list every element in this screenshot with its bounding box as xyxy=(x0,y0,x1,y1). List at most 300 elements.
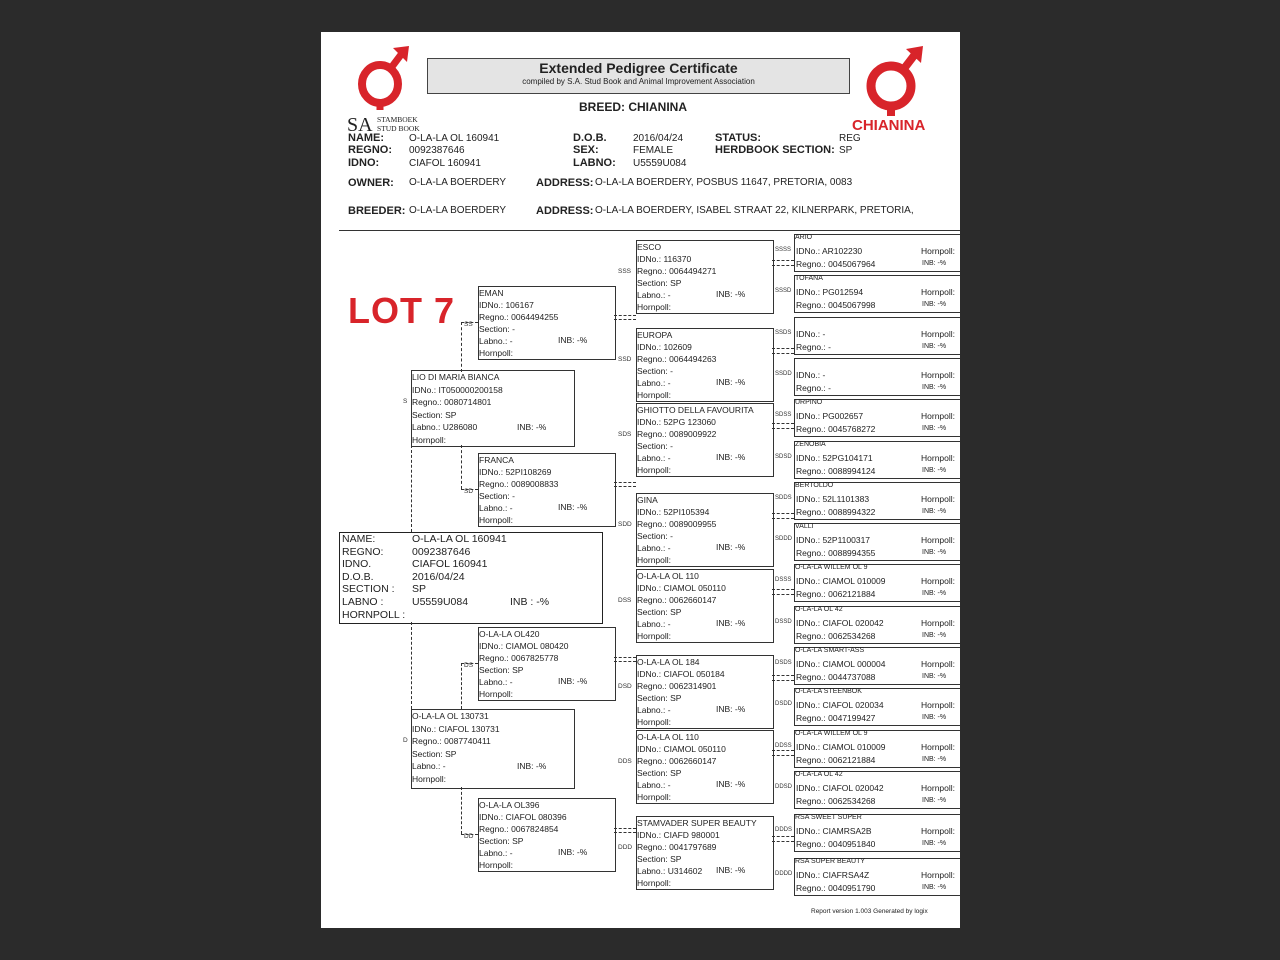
gen4-box xyxy=(794,399,960,437)
gen3-hornpoll: Hornpoll: xyxy=(637,631,672,641)
owner-value: O-LA-LA BOERDERY xyxy=(409,177,507,188)
gen4-regno: Regno.: 0040951790 xyxy=(796,883,876,893)
owner-address-value: O-LA-LA BOERDERY, POSBUS 11647, PRETORIA, 0083 xyxy=(595,177,853,188)
gen4-hornpoll: Hornpoll: xyxy=(921,783,956,793)
gen3-idno: IDNo.: 52PG 123060 xyxy=(637,417,716,427)
gen4-inb: INB: -% xyxy=(922,884,947,891)
pos-label: SDDD xyxy=(775,536,793,542)
subject-value: SP xyxy=(412,583,427,596)
gen4-idno: IDNo.: CIAMRSA2B xyxy=(796,826,872,836)
gen2-section: Section: SP xyxy=(479,665,524,675)
gen3-box xyxy=(636,328,774,402)
pos-label: SDS xyxy=(618,431,632,438)
connector-line xyxy=(461,489,478,490)
dob-value: 2016/04/24 xyxy=(633,133,684,144)
pos-label: SDSS xyxy=(775,412,792,418)
gen4-idno: IDNo.: AR102230 xyxy=(796,246,863,256)
gen4-regno: Regno.: 0062121884 xyxy=(796,755,876,765)
gen2-inb: INB: -% xyxy=(558,847,588,857)
idno-label: IDNO: xyxy=(348,157,380,169)
gen3-box xyxy=(636,730,774,804)
gen3-idno: IDNo.: CIAMOL 050110 xyxy=(637,744,726,754)
gen4-box xyxy=(794,858,960,896)
gen4-box xyxy=(794,358,960,396)
subject-key: LABNO : xyxy=(342,596,384,608)
pos-label: SSS xyxy=(618,268,632,275)
sire-name: LIO DI MARIA BIANCA xyxy=(412,372,500,382)
connector-line xyxy=(772,423,794,424)
dam-section: Section: SP xyxy=(412,748,457,759)
gen3-regno: Regno.: 0064494263 xyxy=(637,354,717,364)
gen3-name: GHIOTTO DELLA FAVOURITA xyxy=(637,405,754,415)
gen3-hornpoll: Hornpoll: xyxy=(637,878,672,888)
connector-line xyxy=(461,834,478,835)
idno-value: CIAFOL 160941 xyxy=(409,158,481,169)
gen2-labno: Labno.: - xyxy=(479,848,513,858)
connector-line xyxy=(461,663,478,664)
gen4-idno: IDNo.: CIAFOL 020042 xyxy=(796,783,884,793)
gen4-box xyxy=(794,647,960,685)
gen4-name: TOFANA xyxy=(795,275,823,282)
gen3-section: Section: SP xyxy=(637,278,682,288)
pos-label: SDD xyxy=(618,521,632,528)
gen4-box xyxy=(794,564,960,602)
gen3-labno: Labno.: U314602 xyxy=(637,866,703,876)
gen4-name: O-LA-LA WILLEM OL 9 xyxy=(795,564,868,571)
connector-line xyxy=(772,348,794,349)
gen4-inb: INB: -% xyxy=(922,673,947,680)
gen2-inb: INB: -% xyxy=(558,676,588,686)
subject-value: U5559U084 xyxy=(412,596,469,608)
gen4-box xyxy=(794,606,960,644)
gen2-labno: Labno.: - xyxy=(479,677,513,687)
subject-key: IDNO. xyxy=(342,558,372,571)
gen3-labno: Labno.: - xyxy=(637,453,671,463)
breeder-address-value: O-LA-LA BOERDERY, ISABEL STRAAT 22, KILNERPARK, PRETORIA, xyxy=(595,205,914,216)
gen3-name: O-LA-LA OL 110 xyxy=(637,732,699,742)
gen3-regno: Regno.: 0062660147 xyxy=(637,756,717,766)
subject-inb: INB : -% xyxy=(510,596,550,608)
gen4-idno: IDNo.: 52L1101383 xyxy=(796,494,870,504)
pos-label: DSSS xyxy=(775,577,792,583)
gen4-hornpoll: Hornpoll: xyxy=(921,494,956,504)
pos-label: DSSD xyxy=(775,619,792,625)
gen3-labno: Labno.: - xyxy=(637,780,671,790)
gen3-regno: Regno.: 0062660147 xyxy=(637,595,717,605)
breeder-address-label: ADDRESS: xyxy=(536,205,594,217)
gen3-regno: Regno.: 0064494271 xyxy=(637,266,717,276)
gen2-idno: IDNo.: CIAMOL 080420 xyxy=(479,641,569,651)
dam-labno: Labno.: - xyxy=(412,761,446,771)
sire-section: Section: SP xyxy=(412,409,457,420)
gen3-inb: INB: -% xyxy=(716,865,746,875)
pos-label: D xyxy=(403,737,408,744)
gen4-hornpoll: Hornpoll: xyxy=(921,870,956,880)
gen3-hornpoll: Hornpoll: xyxy=(637,390,672,400)
gen4-name: O-LA-LA WILLEM OL 9 xyxy=(795,730,868,737)
gen3-name: O-LA-LA OL 110 xyxy=(637,571,699,581)
dam-name: O-LA-LA OL 130731 xyxy=(412,711,489,721)
gen3-name: STAMVADER SUPER BEAUTY xyxy=(637,818,757,828)
gen3-inb: INB: -% xyxy=(716,452,746,462)
gen4-idno: IDNo.: CIAFRSA4Z xyxy=(796,870,870,880)
gen4-box xyxy=(794,234,960,272)
connector-line xyxy=(461,322,462,372)
gen3-labno: Labno.: - xyxy=(637,290,671,300)
gen3-name: O-LA-LA OL 184 xyxy=(637,657,700,667)
connector-line xyxy=(461,663,462,709)
gen4-inb: INB: -% xyxy=(922,549,947,556)
connector-line xyxy=(411,622,412,709)
labno-value: U5559U084 xyxy=(633,158,687,169)
gen4-box xyxy=(794,730,960,768)
gen2-hornpoll: Hornpoll: xyxy=(479,860,514,870)
gen3-section: Section: - xyxy=(637,531,673,541)
connector-line xyxy=(772,265,794,266)
connector-line xyxy=(772,680,794,681)
connector-line xyxy=(772,755,794,756)
gen4-inb: INB: -% xyxy=(922,714,947,721)
sire-regno: Regno.: 0080714801 xyxy=(412,397,492,407)
gen4-box xyxy=(794,482,960,520)
gen3-idno: IDNo.: CIAMOL 050110 xyxy=(637,583,726,593)
gen3-section: Section: - xyxy=(637,366,673,376)
gen4-hornpoll: Hornpoll: xyxy=(921,287,956,297)
gen4-inb: INB: -% xyxy=(922,260,947,267)
gen2-name: O-LA-LA OL396 xyxy=(479,800,540,810)
pos-label: DSS xyxy=(618,597,632,604)
gen3-regno: Regno.: 0089009922 xyxy=(637,429,717,439)
labno-label: LABNO: xyxy=(573,157,616,169)
connector-line xyxy=(772,675,794,676)
gen4-regno: Regno.: 0045768272 xyxy=(796,424,876,434)
pos-label: DDS xyxy=(618,758,632,765)
gen3-box xyxy=(636,569,774,643)
chianina-logo xyxy=(863,46,925,116)
gen4-idno: IDNo.: CIAMOL 000004 xyxy=(796,659,886,669)
owner-address-label: ADDRESS: xyxy=(536,177,594,189)
gen4-name: BERTOLDO xyxy=(795,482,834,489)
pos-label: SD xyxy=(464,488,474,495)
gen4-name: RSA SUPER BEAUTY xyxy=(795,858,866,865)
gen4-regno: Regno.: 0045067964 xyxy=(796,259,876,269)
gen2-section: Section: - xyxy=(479,491,515,501)
pos-label: SSDS xyxy=(775,330,792,336)
gen2-regno: Regno.: 0067825778 xyxy=(479,653,559,663)
subject-box xyxy=(339,532,603,624)
gen4-inb: INB: -% xyxy=(922,343,947,350)
owner-label: OWNER: xyxy=(348,177,394,189)
pos-label: SDSD xyxy=(775,454,792,460)
connector-line xyxy=(461,787,462,834)
gen4-idno: IDNo.: PG012594 xyxy=(796,287,864,297)
gen4-idno: IDNo.: - xyxy=(796,370,826,380)
certificate-title: Extended Pedigree Certificate xyxy=(539,60,738,76)
connector-line xyxy=(614,319,636,320)
certificate-subtitle: compiled by S.A. Stud Book and Animal Improvement Association xyxy=(522,77,755,86)
name-label: NAME: xyxy=(348,132,385,144)
subject-value: O-LA-LA OL 160941 xyxy=(412,533,507,545)
gen4-name: O-LA-LA OL 42 xyxy=(795,606,843,613)
gen3-section: Section: SP xyxy=(637,768,682,778)
gen4-idno: IDNo.: CIAMOL 010009 xyxy=(796,576,886,586)
gen3-idno: IDNo.: 52PI105394 xyxy=(637,507,710,517)
subject-key: NAME: xyxy=(342,533,376,545)
gen4-hornpoll: Hornpoll: xyxy=(921,700,956,710)
pos-label: SSD xyxy=(618,356,632,363)
gen3-inb: INB: -% xyxy=(716,542,746,552)
gen4-regno: Regno.: 0088994355 xyxy=(796,548,876,558)
gen4-name: O-LA-LA STEENBOK xyxy=(795,688,862,695)
gen3-hornpoll: Hornpoll: xyxy=(637,792,672,802)
gen4-hornpoll: Hornpoll: xyxy=(921,329,956,339)
sa-logo-small2: STUD BOOK xyxy=(377,124,420,133)
gen3-labno: Labno.: - xyxy=(637,619,671,629)
pos-label: DDSD xyxy=(775,784,793,790)
gen3-name: ESCO xyxy=(637,242,662,252)
pos-label: DDD xyxy=(618,844,633,851)
subject-value: 2016/04/24 xyxy=(412,570,465,583)
gen3-name: GINA xyxy=(637,495,658,505)
gen3-box xyxy=(636,403,774,477)
connector-line xyxy=(772,518,794,519)
gen4-name: RSA SWEET SUPER xyxy=(795,814,862,821)
connector-line xyxy=(411,445,412,532)
gen4-idno: IDNo.: CIAFOL 020034 xyxy=(796,700,884,710)
gen4-idno: IDNo.: - xyxy=(796,329,826,339)
gen3-box xyxy=(636,493,774,567)
gen3-name: EUROPA xyxy=(637,330,673,340)
gen3-box xyxy=(636,816,774,890)
gen3-section: Section: SP xyxy=(637,693,682,703)
sex-label: SEX: xyxy=(573,144,599,156)
connector-line xyxy=(614,832,636,833)
gen3-regno: Regno.: 0062314901 xyxy=(637,681,717,691)
gen2-inb: INB: -% xyxy=(558,502,588,512)
sa-studbook-logo xyxy=(355,46,411,110)
gen2-name: O-LA-LA OL420 xyxy=(479,629,540,639)
connector-line xyxy=(614,315,636,316)
gen3-inb: INB: -% xyxy=(716,289,746,299)
connector-line xyxy=(772,513,794,514)
gen4-name: VALLI xyxy=(795,523,814,530)
connector-line xyxy=(461,322,478,323)
pos-label: SSDD xyxy=(775,371,792,377)
gen4-inb: INB: -% xyxy=(922,797,947,804)
gen2-box xyxy=(478,286,616,360)
connector-line xyxy=(772,841,794,842)
gen2-inb: INB: -% xyxy=(558,335,588,345)
pedigree-certificate xyxy=(321,32,960,928)
gen2-regno: Regno.: 0067824854 xyxy=(479,824,559,834)
gen3-hornpoll: Hornpoll: xyxy=(637,717,672,727)
sex-value: FEMALE xyxy=(633,145,674,156)
gen4-box xyxy=(794,317,960,355)
sa-logo-small1: STAMBOEK xyxy=(377,115,418,124)
pos-label: SDDS xyxy=(775,495,792,501)
gen4-inb: INB: -% xyxy=(922,384,947,391)
gen4-hornpoll: Hornpoll: xyxy=(921,453,956,463)
gen4-regno: Regno.: 0040951840 xyxy=(796,839,876,849)
gen4-regno: Regno.: 0088994322 xyxy=(796,507,876,517)
subject-value: CIAFOL 160941 xyxy=(412,558,488,571)
gen3-section: Section: - xyxy=(637,441,673,451)
gen4-regno: Regno.: 0062121884 xyxy=(796,589,876,599)
gen3-inb: INB: -% xyxy=(716,704,746,714)
gen4-hornpoll: Hornpoll: xyxy=(921,618,956,628)
gen4-hornpoll: Hornpoll: xyxy=(921,370,956,380)
status-label: STATUS: xyxy=(715,132,762,144)
gen4-hornpoll: Hornpoll: xyxy=(921,576,956,586)
gen3-inb: INB: -% xyxy=(716,618,746,628)
connector-line xyxy=(772,836,794,837)
subject-value: 0092387646 xyxy=(412,545,471,558)
gen2-idno: IDNo.: 52PI108269 xyxy=(479,467,552,477)
gen4-inb: INB: -% xyxy=(922,590,947,597)
subject-key: SECTION : xyxy=(342,583,395,596)
pos-label: DSD xyxy=(618,683,632,690)
gen4-inb: INB: -% xyxy=(922,301,947,308)
gen4-hornpoll: Hornpoll: xyxy=(921,246,956,256)
dob-label: D.O.B. xyxy=(573,132,607,144)
pos-label: DSDD xyxy=(775,701,793,707)
pos-label: DS xyxy=(464,662,474,669)
sire-inb: INB: -% xyxy=(517,422,547,432)
gen4-idno: IDNo.: PG002657 xyxy=(796,411,864,421)
gen4-inb: INB: -% xyxy=(922,840,947,847)
gen2-hornpoll: Hornpoll: xyxy=(479,348,514,358)
subject-key: REGNO: xyxy=(342,545,384,558)
gen4-idno: IDNo.: 52PG104171 xyxy=(796,453,873,463)
breed-label: BREED: CHIANINA xyxy=(579,100,687,114)
sire-labno: Labno.: U286080 xyxy=(412,422,478,432)
sa-logo-text: SA xyxy=(347,114,373,136)
gen4-name: ARIO xyxy=(795,234,813,241)
gen3-inb: INB: -% xyxy=(716,779,746,789)
lot-number: LOT 7 xyxy=(348,290,456,331)
gen4-regno: Regno.: 0062534268 xyxy=(796,631,876,641)
dam-box xyxy=(411,709,575,789)
connector-line xyxy=(772,428,794,429)
gen3-section: Section: SP xyxy=(637,607,682,617)
subject-key: HORNPOLL : xyxy=(342,608,406,621)
gen4-hornpoll: Hornpoll: xyxy=(921,659,956,669)
herdbook-value: SP xyxy=(839,145,853,156)
pos-label: DDDS xyxy=(775,827,793,833)
gen3-inb: INB: -% xyxy=(716,377,746,387)
gen4-name: ZENOBIA xyxy=(795,441,826,448)
connector-line xyxy=(772,750,794,751)
pos-label: S xyxy=(403,398,408,405)
gen2-box xyxy=(478,798,616,872)
gen4-hornpoll: Hornpoll: xyxy=(921,826,956,836)
gen4-name: O-LA-LA SMART-ASS xyxy=(795,647,865,654)
subject-key: D.O.B. xyxy=(342,570,374,583)
gen4-hornpoll: Hornpoll: xyxy=(921,411,956,421)
gen4-inb: INB: -% xyxy=(922,632,947,639)
connector-line xyxy=(614,828,636,829)
gen2-idno: IDNo.: CIAFOL 080396 xyxy=(479,812,567,822)
gen4-name: O-LA-LA OL 42 xyxy=(795,771,843,778)
chianina-logo-text: CHIANINA xyxy=(852,117,926,134)
gen3-box xyxy=(636,240,774,314)
gen4-box xyxy=(794,523,960,561)
gen3-regno: Regno.: 0089009955 xyxy=(637,519,717,529)
gen4-box xyxy=(794,688,960,726)
gen4-regno: Regno.: 0062534268 xyxy=(796,796,876,806)
gen2-section: Section: SP xyxy=(479,836,524,846)
title-box xyxy=(427,58,850,94)
gen3-labno: Labno.: - xyxy=(637,543,671,553)
gen4-box xyxy=(794,771,960,809)
gen3-idno: IDNo.: 102609 xyxy=(637,342,692,352)
gen4-inb: INB: -% xyxy=(922,467,947,474)
pos-label: DDSS xyxy=(775,743,792,749)
breeder-value: O-LA-LA BOERDERY xyxy=(409,205,507,216)
connector-line xyxy=(461,445,462,489)
gen3-labno: Labno.: - xyxy=(637,705,671,715)
gen2-regno: Regno.: 0089008833 xyxy=(479,479,559,489)
gen4-box xyxy=(794,275,960,313)
gen2-name: FRANCA xyxy=(479,455,514,465)
gen4-regno: Regno.: 0088994124 xyxy=(796,466,876,476)
gen3-box xyxy=(636,655,774,729)
pos-label: SSSS xyxy=(775,247,792,253)
dam-hornpoll: Hornpoll: xyxy=(412,773,447,784)
pos-label: SS xyxy=(464,321,473,328)
gen3-section: Section: SP xyxy=(637,854,682,864)
gen4-idno: IDNo.: 52P1100317 xyxy=(796,535,871,545)
connector-line xyxy=(614,657,636,658)
gen3-hornpoll: Hornpoll: xyxy=(637,555,672,565)
gen4-name: URPINO xyxy=(795,399,823,406)
pos-label: DD xyxy=(464,833,474,840)
gen4-regno: Regno.: 0047199427 xyxy=(796,713,876,723)
gen3-regno: Regno.: 0041797689 xyxy=(637,842,717,852)
sire-idno: IDNo.: IT050000200158 xyxy=(412,384,503,395)
gen2-labno: Labno.: - xyxy=(479,336,513,346)
gen3-hornpoll: Hornpoll: xyxy=(637,465,672,475)
gen2-labno: Labno.: - xyxy=(479,503,513,513)
connector-line xyxy=(772,589,794,590)
gen3-labno: Labno.: - xyxy=(637,378,671,388)
connector-line xyxy=(772,260,794,261)
regno-value: 0092387646 xyxy=(409,145,465,156)
regno-label: REGNO: xyxy=(348,144,392,156)
gen2-section: Section: - xyxy=(479,324,515,334)
gen4-regno: Regno.: 0045067998 xyxy=(796,300,876,310)
gen2-box xyxy=(478,453,616,527)
sire-box xyxy=(411,370,575,447)
connector-line xyxy=(772,353,794,354)
status-value: REG xyxy=(839,133,861,144)
connector-line xyxy=(614,482,636,483)
gen4-inb: INB: -% xyxy=(922,425,947,432)
connector-line xyxy=(614,661,636,662)
gen4-hornpoll: Hornpoll: xyxy=(921,742,956,752)
dam-inb: INB: -% xyxy=(517,761,547,771)
pos-label: DSDS xyxy=(775,660,792,666)
gen4-regno: Regno.: - xyxy=(796,383,831,393)
gen4-inb: INB: -% xyxy=(922,756,947,763)
sire-hornpoll: Hornpoll: xyxy=(412,434,447,445)
connector-line xyxy=(772,594,794,595)
header-divider xyxy=(339,230,960,231)
gen3-hornpoll: Hornpoll: xyxy=(637,302,672,312)
gen3-idno: IDNo.: CIAFD 980001 xyxy=(637,830,720,840)
gen4-regno: Regno.: 0044737088 xyxy=(796,672,876,682)
connector-line xyxy=(614,486,636,487)
